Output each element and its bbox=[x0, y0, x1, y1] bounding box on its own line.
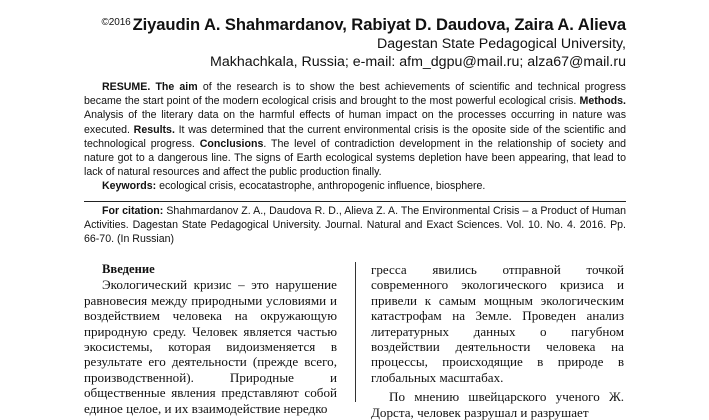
location-contacts: Makhachkala, Russia; e-mail: afm_dgpu@mail.ru; alza67@mail.ru bbox=[210, 54, 626, 70]
citation-text: Shahmardanov Z. A., Daudova R. D., Alieva Z. A. The Environmental Crisis – a Product of Human Activities. Dagestan State Pedagogical University. Journal. Natural and Exact Sciences. Vol. 10. No. 4. 2016. Pp. 66-70. (In Russian) bbox=[84, 205, 626, 245]
keywords bbox=[84, 179, 626, 193]
abstract-body bbox=[84, 80, 626, 179]
column-divider bbox=[355, 262, 356, 402]
affiliation: Dagestan State Pedagogical University, bbox=[377, 36, 626, 52]
methods-text: Analysis of the literary data on the harmful effects of human impact on the processes occurring in nature was executed. bbox=[84, 109, 626, 136]
right-paragraph-2: По мнению швейцарского ученого Ж. Дорста, человек разрушал и разрушает bbox=[371, 389, 624, 420]
keywords-text: ecological crisis, ecocatastrophe, anthropogenic influence, biosphere. bbox=[156, 180, 486, 193]
aim-label: The aim bbox=[155, 81, 198, 93]
right-paragraph-1: гресса явились отправной точкой современного экологического кризиса и привели к самым мощным экологическим катастрофам на Земле. Проведен анализ литературных данных о пагубном воздействии деятельности человека на процессы, происходящие в природе в глобальных масштабах. bbox=[371, 262, 624, 385]
results-label: Results. bbox=[133, 123, 175, 136]
body-column-right bbox=[371, 262, 624, 420]
article-header bbox=[102, 13, 627, 71]
citation-body bbox=[84, 205, 626, 246]
authors-names: Ziyaudin A. Shahmardanov, Rabiyat D. Daudova, Zaira A. Alieva bbox=[132, 15, 626, 34]
section-heading: Введение bbox=[102, 262, 155, 276]
abstract bbox=[84, 80, 626, 194]
body-column-left bbox=[84, 262, 337, 416]
methods-label: Methods. bbox=[579, 95, 626, 108]
keywords-label: Keywords: bbox=[102, 180, 157, 193]
conclusions-label: Conclusions bbox=[199, 137, 264, 150]
aim-text: of the research is to show the best achievements of scientific and technical progress became the start point of the modern ecological crisis and brought to the most powerful ecological crisis. bbox=[84, 81, 626, 108]
authors-line bbox=[102, 13, 627, 35]
results-text: It was determined that the current environmental crisis is the oposite side of the scientific and technological progress. bbox=[84, 123, 627, 150]
conclusions-text: . The level of contradiction development in the relationship of society and nature got to a dangerous line. The signs of Earth ecological systems depletion have been appearing, that lead to lack of natural resources and affect the public production finally. bbox=[84, 137, 626, 179]
resume-label: RESUME. bbox=[102, 81, 151, 93]
citation-divider bbox=[84, 201, 626, 202]
intro-paragraph: Экологический кризис – это нарушение равновесия между природными условиями и воздействием человека на окружающую природную среду. Человек является частью экосистемы, которая видоизменяется в результате его деятельности (прежде всего, производственной). Природные и общественные явления представляют собой единое целое, и их взаимодействие нередко bbox=[84, 277, 337, 416]
citation bbox=[84, 205, 626, 246]
copyright-mark: ©2016 bbox=[101, 17, 131, 28]
citation-label: For citation: bbox=[102, 205, 164, 217]
